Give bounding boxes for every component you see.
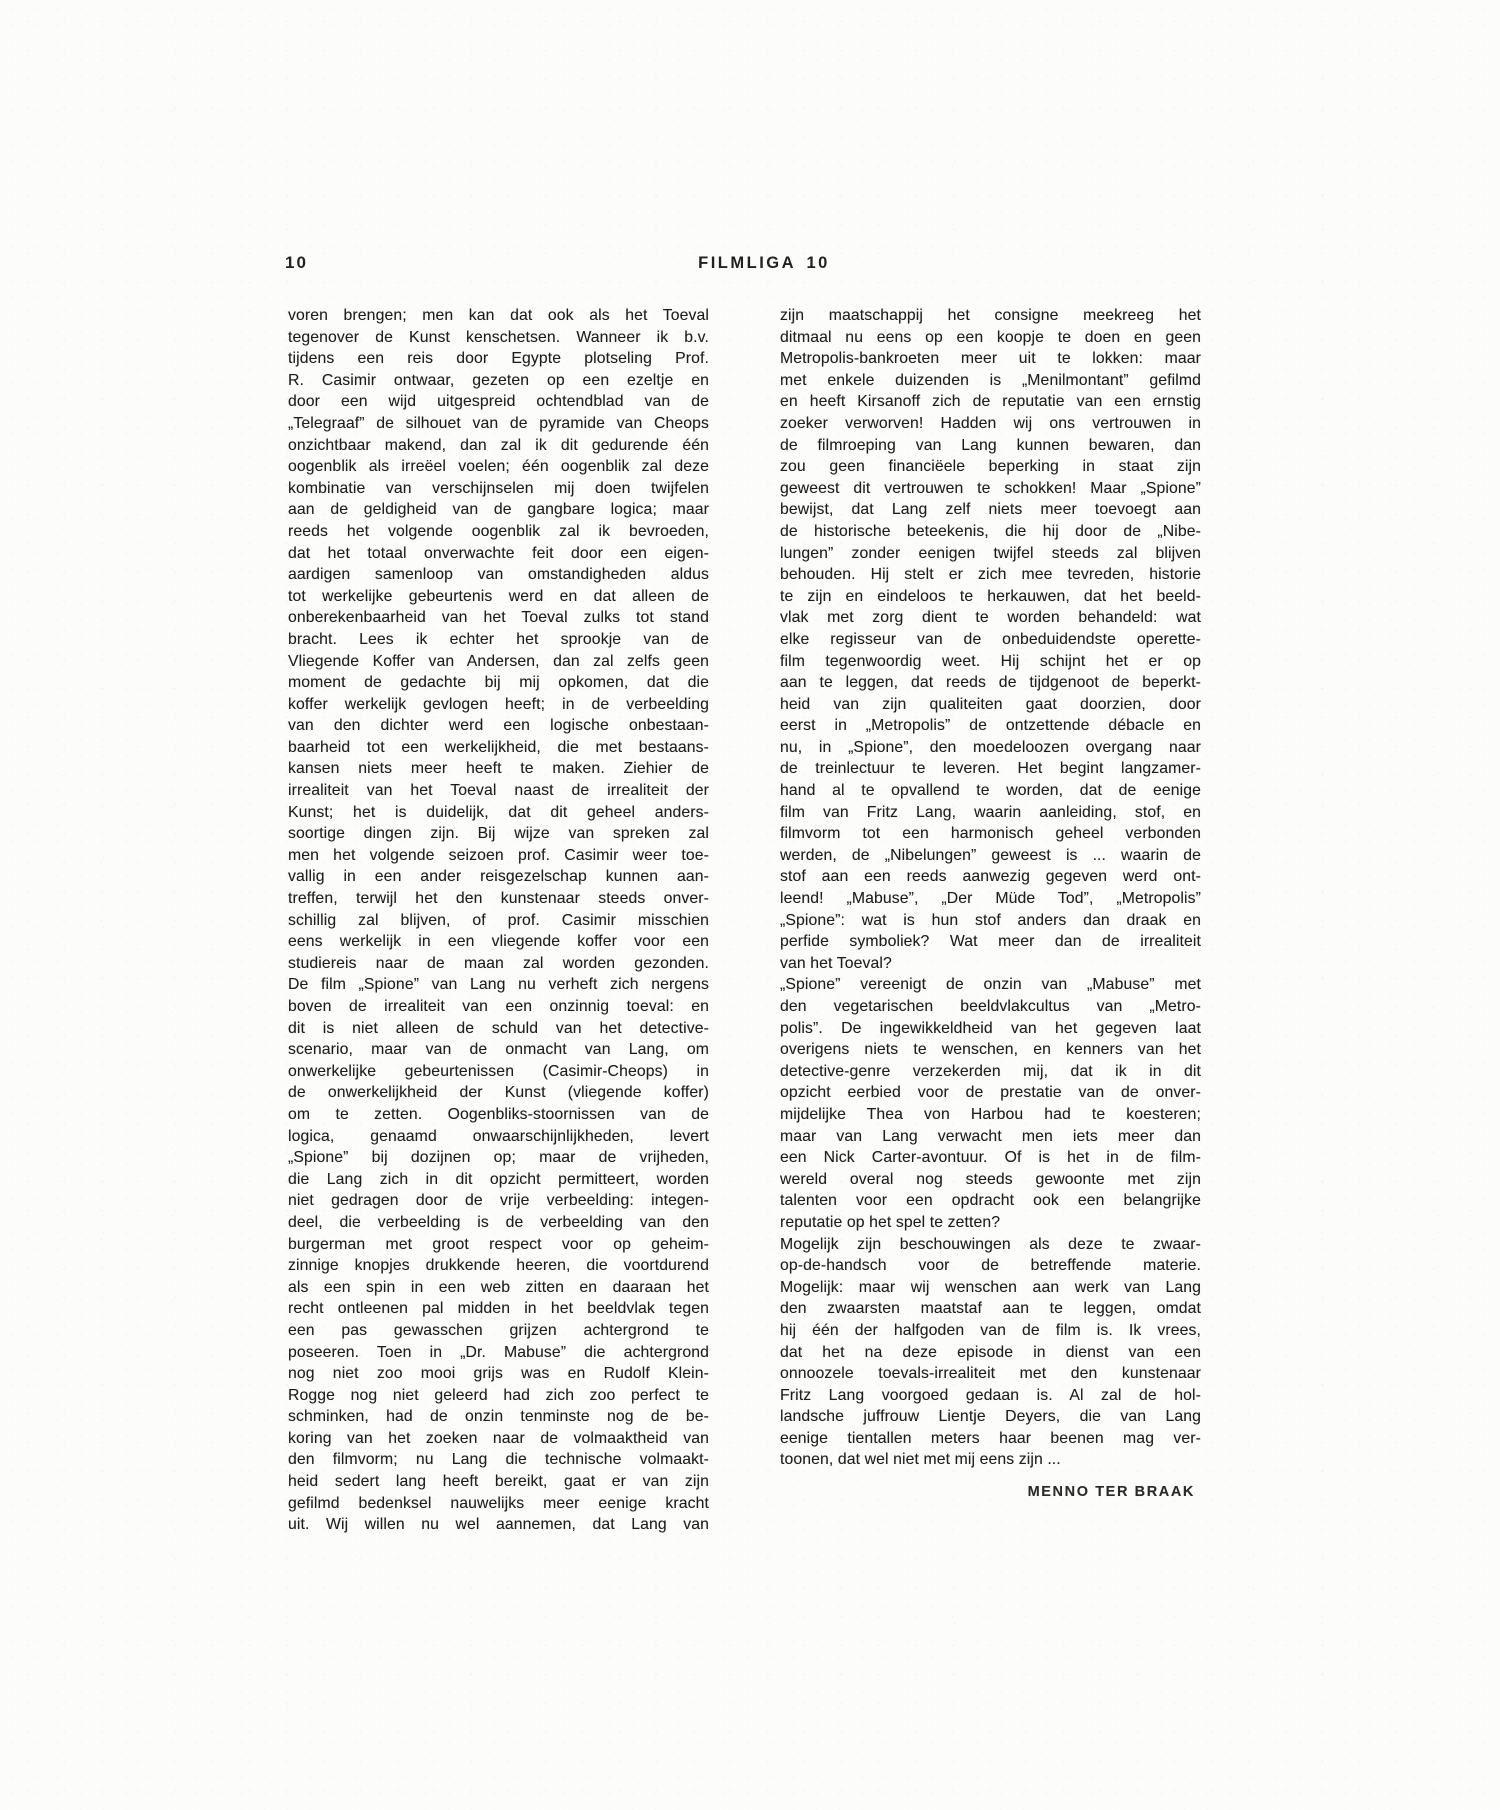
text-line: geweest dit vertrouwen te schokken! Maar „Spione” bbox=[780, 479, 1201, 497]
text-line: te zijn en eindeloos te herkauwen, dat het beeld- bbox=[780, 587, 1201, 605]
text-line: deel, die verbeelding is de verbeelding van den bbox=[288, 1213, 709, 1231]
text-line: met enkele duizenden is „Menilmontant” gefilmd bbox=[780, 371, 1201, 389]
text-line: den vegetarischen beeldvlakcultus van „Metro- bbox=[780, 998, 1201, 1015]
text-line: logica, genaamd onwaarschijnlijkheden, levert bbox=[288, 1127, 709, 1145]
text-line: polis”. De ingewikkeldheid van het gegeven laat bbox=[780, 1019, 1201, 1037]
text-line: den filmvorm; nu Lang die technische volmaakt- bbox=[288, 1451, 709, 1469]
text-line: aan de geldigheid van de gangbare logica; maar bbox=[288, 501, 709, 519]
page-number: 10 bbox=[285, 253, 308, 272]
text-line: recht ontleenen pal midden in het beeldvlak tegen bbox=[288, 1300, 709, 1318]
text-line: Metropolis-bankroeten meer uit te lokken: maar bbox=[780, 350, 1201, 368]
text-line: stof aan een reeds aanwezig gegeven werd ont- bbox=[780, 868, 1201, 886]
text-line: filmvorm tot een harmonisch geheel verbonden bbox=[780, 825, 1201, 843]
text-line: bracht. Lees ik echter het sprookje van de bbox=[288, 630, 709, 648]
text-line: schillig zal blijven, of prof. Casimir misschien bbox=[288, 911, 709, 929]
text-line: kombinatie van verschijnselen mij doen twijfelen bbox=[288, 479, 709, 497]
text-line: „Spione” bij dozijnen op; maar de vrijheden, bbox=[288, 1149, 709, 1167]
text-line: nog niet zoo mooi grijs was en Rudolf Klein- bbox=[288, 1365, 709, 1383]
text-line: eerst in „Metropolis” de ontzettende débacle en bbox=[780, 717, 1201, 735]
text-line: lungen” zonder eenigen twijfel steeds zal blijven bbox=[780, 544, 1201, 562]
text-line: aan te leggen, dat reeds de tijdgenoot de beperkt- bbox=[780, 674, 1201, 692]
text-line: hand al te opvallend te worden, dat de eenige bbox=[780, 782, 1201, 800]
text-line: de historische beteekenis, die hij door de „Nibe- bbox=[780, 522, 1201, 540]
text-line: den zwaarsten maatstaf aan te leggen, omdat bbox=[780, 1300, 1201, 1318]
text-line: film tegenwoordig weet. Hij schijnt het er op bbox=[780, 652, 1201, 670]
text-line: film van Fritz Lang, waarin aanleiding, stof, en bbox=[780, 803, 1201, 821]
column-text bbox=[780, 305, 1201, 1471]
text-line: onwerkelijke gebeurtenissen (Casimir-Cheops) in bbox=[288, 1062, 709, 1080]
text-line: detective-genre verzekerden mij, dat ik in dit bbox=[780, 1062, 1201, 1080]
text-line: tot werkelijke gebeurtenis werd en dat alleen de bbox=[288, 587, 709, 605]
text-line: overigens niets te wenschen, en kenners van het bbox=[780, 1041, 1201, 1059]
text-line: Kunst; het is duidelijk, dat dit geheel anders- bbox=[288, 803, 709, 821]
text-line: van den dichter werd een logische onbestaan- bbox=[288, 717, 709, 735]
text-line: moment de gedachte bij mij opkomen, dat die bbox=[288, 674, 709, 692]
text-line: leend! „Mabuse”, „Der Müde Tod”, „Metropolis” bbox=[780, 890, 1201, 908]
text-line: voren brengen; men kan dat ook als het Toeval bbox=[288, 307, 709, 324]
text-line: heid sedert lang heeft bereikt, gaat er van zijn bbox=[288, 1473, 709, 1491]
text-line: irrealiteit van het Toeval naast de irrealiteit der bbox=[288, 782, 709, 800]
article-column-right bbox=[780, 305, 1201, 1500]
text-line: elke regisseur van de onbeduidendste operette- bbox=[780, 630, 1201, 648]
text-line: werden, de „Nibelungen” geweest is ... waarin de bbox=[780, 846, 1201, 864]
text-line: Vliegende Koffer van Andersen, dan zal zelfs geen bbox=[288, 652, 709, 670]
text-line: dat het na deze episode in dienst van een bbox=[780, 1343, 1201, 1361]
text-line: ditmaal nu eens op een koopje te doen en geen bbox=[780, 328, 1201, 346]
text-line: De film „Spione” van Lang nu verheft zich nergens bbox=[288, 976, 709, 994]
article-column-left bbox=[288, 305, 709, 1536]
text-line: scenario, maar van de onmacht van Lang, om bbox=[288, 1041, 709, 1059]
text-line: zou geen financiëele beperking in staat zijn bbox=[780, 458, 1201, 476]
text-line: eenige tientallen meters haar beenen mag ver- bbox=[780, 1429, 1201, 1447]
text-line: tegenover de Kunst kenschetsen. Wanneer ik b.v. bbox=[288, 328, 709, 346]
text-line: van het Toeval? bbox=[780, 954, 892, 972]
text-line: door een wijd uitgespreid ochtendblad van de bbox=[288, 393, 709, 411]
text-line: perfide symboliek? Wat meer dan de irrealiteit bbox=[780, 933, 1201, 951]
text-line: die Lang zich in dit opzicht permitteert, worden bbox=[288, 1170, 709, 1188]
text-line: treffen, terwijl het den kunstenaar steeds onver- bbox=[288, 890, 709, 908]
text-line: heid van zijn qualiteiten gaat doorzien, door bbox=[780, 695, 1201, 713]
text-line: koring van het zoeken naar de volmaaktheid van bbox=[288, 1429, 709, 1447]
page-header bbox=[285, 250, 1200, 276]
text-line: opzicht eerbied voor de prestatie van de onver- bbox=[780, 1084, 1201, 1102]
text-line: reputatie op het spel te zetten? bbox=[780, 1213, 1001, 1231]
text-line: aardigen samenloop van omstandigheden aldus bbox=[288, 566, 709, 584]
text-line: schminken, had de onzin tenminste nog de be- bbox=[288, 1408, 709, 1426]
text-line: onberekenbaarheid van het Toeval zulks tot stand bbox=[288, 609, 709, 627]
text-line: niet gedragen door de vrije verbeelding: integen- bbox=[288, 1192, 709, 1210]
text-line: kansen niets meer heeft te maken. Ziehier de bbox=[288, 760, 709, 778]
text-line: onzichtbaar makend, dan zal ik dit gedurende één bbox=[288, 436, 709, 454]
text-line: uit. Wij willen nu wel aannemen, dat Lang van bbox=[288, 1516, 709, 1534]
text-line: dit is niet alleen de schuld van het detective- bbox=[288, 1019, 709, 1037]
author-signature: MENNO TER BRAAK bbox=[1027, 1484, 1195, 1501]
text-line: Rogge nog niet geleerd had zich zoo perfect te bbox=[288, 1386, 709, 1404]
column-text bbox=[288, 305, 709, 1536]
text-line: onnoozele toevals-irrealiteit met den kunstenaar bbox=[780, 1365, 1201, 1383]
text-line: wereld overal nog steeds gewoonte met zijn bbox=[780, 1170, 1201, 1188]
text-line: „Telegraaf” de silhouet van de pyramide van Cheops bbox=[288, 414, 709, 432]
text-line: zinnige knopjes drukkende heeren, die voortdurend bbox=[288, 1257, 709, 1275]
text-line: talenten voor een opdracht ook een belangrijke bbox=[780, 1192, 1201, 1210]
text-line: mijdelijke Thea von Harbou had te koesteren; bbox=[780, 1105, 1201, 1123]
text-line: een Nick Carter-avontuur. Of is het in de film- bbox=[780, 1149, 1201, 1167]
text-line: poseeren. Toen in „Dr. Mabuse” die achtergrond bbox=[288, 1343, 709, 1361]
text-line: R. Casimir ontwaar, gezeten op een ezeltje en bbox=[288, 371, 709, 389]
text-line: tijdens een reis door Egypte plotseling Prof. bbox=[288, 350, 709, 368]
text-line: landsche juffrouw Lientje Deyers, die van Lang bbox=[780, 1408, 1201, 1426]
text-line: oogenblik als irreëel voelen; één oogenblik zal deze bbox=[288, 458, 709, 476]
text-line: een pas gewasschen grijzen achtergrond te bbox=[288, 1321, 709, 1339]
text-line: zoeker verworven! Hadden wij ons vertrouwen in bbox=[780, 414, 1201, 432]
text-line: zijn maatschappij het consigne meekreeg het bbox=[780, 307, 1201, 324]
text-line: de onwerkelijkheid der Kunst (vliegende koffer) bbox=[288, 1084, 709, 1102]
text-line: Mogelijk: maar wij wenschen aan werk van Lang bbox=[780, 1278, 1201, 1296]
text-line: als een spin in een web zitten en daaraan het bbox=[288, 1278, 709, 1296]
text-line: boven de irrealiteit van een onzinnig toeval: en bbox=[288, 998, 709, 1015]
text-line: „Spione”: wat is hun stof anders dan draak en bbox=[780, 911, 1201, 929]
text-line: burgerman met groot respect voor op geheim- bbox=[288, 1235, 709, 1253]
text-line: hij één der halfgoden van de film is. Ik vrees, bbox=[780, 1321, 1201, 1339]
text-line: koffer werkelijk gevlogen heeft; in de verbeelding bbox=[288, 695, 709, 713]
text-line: vallig in een ander reisgezelschap kunnen aan- bbox=[288, 868, 709, 886]
text-line: dat het totaal onverwachte feit door een eigen- bbox=[288, 544, 709, 562]
text-line: en heeft Kirsanoff zich de reputatie van een ernstig bbox=[780, 393, 1201, 411]
text-line: reeds het volgende oogenblik zal ik bevroeden, bbox=[288, 522, 709, 540]
text-line: soortige dingen zijn. Bij wijze van spreken zal bbox=[288, 825, 709, 843]
text-line: bewijst, dat Lang zelf niets meer toevoegt aan bbox=[780, 501, 1201, 519]
text-line: „Spione” vereenigt de onzin van „Mabuse” met bbox=[780, 976, 1201, 994]
text-line: de treinlectuur te leveren. Het begint langzamer- bbox=[780, 760, 1201, 778]
text-line: om te zetten. Oogenbliks-stoornissen van de bbox=[288, 1105, 709, 1123]
text-line: maar van Lang verwacht men iets meer dan bbox=[780, 1127, 1201, 1145]
text-line: Mogelijk zijn beschouwingen als deze te zwaar- bbox=[780, 1235, 1201, 1253]
text-line: baarheid tot een werkelijkheid, die met bestaans- bbox=[288, 738, 709, 756]
text-line: vlak met zorg dient te worden behandeld: wat bbox=[780, 609, 1201, 627]
page-header-title: FILMLIGA 10 bbox=[698, 254, 830, 272]
text-line: de filmroeping van Lang kunnen bewaren, dan bbox=[780, 436, 1201, 454]
text-line: studiereis naar de maan zal worden gezonden. bbox=[288, 954, 709, 972]
text-line: behouden. Hij stelt er zich mee tevreden, historie bbox=[780, 566, 1201, 584]
text-line: nu, in „Spione”, den moedeloozen overgang naar bbox=[780, 738, 1201, 756]
text-line: gefilmd bedenksel nauwelijks meer eenige kracht bbox=[288, 1494, 709, 1512]
text-line: op-de-handsch voor de betreffende materie. bbox=[780, 1257, 1201, 1275]
text-line: men het volgende seizoen prof. Casimir weer toe- bbox=[288, 846, 709, 864]
text-line: Fritz Lang voorgoed gedaan is. Al zal de hol- bbox=[780, 1386, 1201, 1404]
text-line: toonen, dat wel niet met mij eens zijn ... bbox=[780, 1451, 1061, 1469]
text-line: eens werkelijk in een vliegende koffer voor een bbox=[288, 933, 709, 951]
